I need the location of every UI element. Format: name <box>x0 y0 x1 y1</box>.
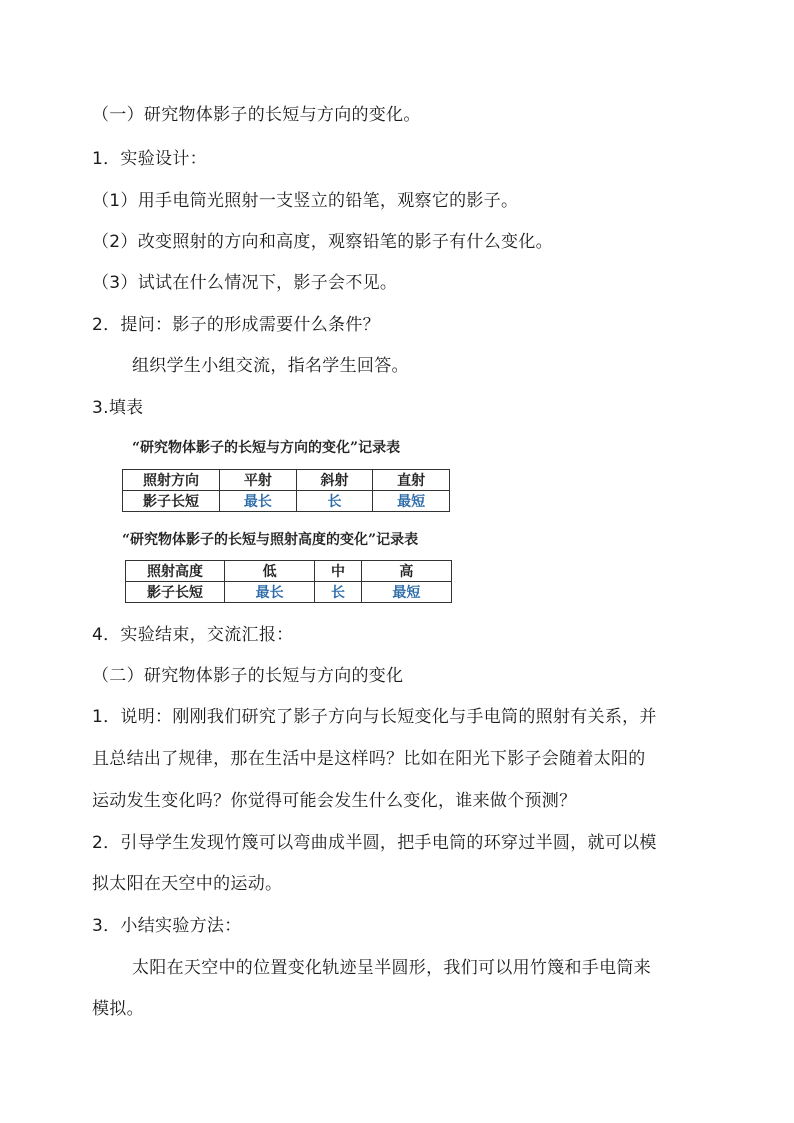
explain-line-3: 运动发生变化吗？你觉得可能会发生什么变化，谁来做个预测？ <box>92 791 577 811</box>
table-cell: 长 <box>315 582 362 603</box>
table-row <box>126 561 452 582</box>
table-cell: 斜射 <box>296 470 373 491</box>
table-cell: 高 <box>361 561 451 582</box>
step-2: （2）改变照射的方向和高度，观察铅笔的影子有什么变化。 <box>92 232 553 252</box>
table-row <box>123 470 450 491</box>
table-cell: 直射 <box>373 470 450 491</box>
table-2-caption: “研究物体影子的长短与照射高度的变化”记录表 <box>122 532 419 548</box>
table-cell: 最短 <box>361 582 451 603</box>
section-heading-2: （二）研究物体影子的长短与方向的变化 <box>92 666 404 686</box>
summary-title: 3．小结实验方法： <box>92 916 242 936</box>
table-cell: 长 <box>296 491 373 512</box>
table-cell: 最长 <box>225 582 315 603</box>
table-1-caption: “研究物体影子的长短与方向的变化”记录表 <box>132 440 401 456</box>
design-title: 1．实验设计： <box>92 149 207 169</box>
guide-line-1: 2．引导学生发现竹篾可以弯曲成半圆，把手电筒的环穿过半圆，就可以模 <box>92 833 657 853</box>
table-cell: 最长 <box>220 491 297 512</box>
organize-text: 组织学生小组交流，指名学生回答。 <box>132 356 409 376</box>
table-cell: 照射高度 <box>126 561 225 582</box>
summary-line-1: 太阳在天空中的位置变化轨迹呈半圆形，我们可以用竹篾和手电筒来 <box>132 958 651 978</box>
table-cell: 照射方向 <box>123 470 220 491</box>
record-table-direction <box>122 469 450 512</box>
table-row <box>123 491 450 512</box>
table-cell: 低 <box>225 561 315 582</box>
record-table-height <box>125 560 452 603</box>
step-3: （3）试试在什么情况下，影子会不见。 <box>92 273 398 293</box>
table-cell: 最短 <box>373 491 450 512</box>
table-cell: 平射 <box>220 470 297 491</box>
table-cell: 影子长短 <box>126 582 225 603</box>
question: 2．提问：影子的形成需要什么条件？ <box>92 315 380 335</box>
fill-table-title: 3.填表 <box>92 398 144 418</box>
table-cell: 中 <box>315 561 362 582</box>
step-1: （1）用手电筒光照射一支竖立的铅笔，观察它的影子。 <box>92 191 519 211</box>
explain-line-2: 且总结出了规律，那在生活中是这样吗？比如在阳光下影子会随着太阳的 <box>92 749 646 769</box>
experiment-end: 4．实验结束，交流汇报： <box>92 625 294 645</box>
section-heading-1: （一）研究物体影子的长短与方向的变化。 <box>92 105 421 125</box>
explain-line-1: 1．说明：刚刚我们研究了影子方向与长短变化与手电筒的照射有关系，并 <box>92 707 657 727</box>
table-row <box>126 582 452 603</box>
table-cell: 影子长短 <box>123 491 220 512</box>
summary-line-2: 模拟。 <box>92 999 144 1019</box>
guide-line-2: 拟太阳在天空中的运动。 <box>92 874 283 894</box>
